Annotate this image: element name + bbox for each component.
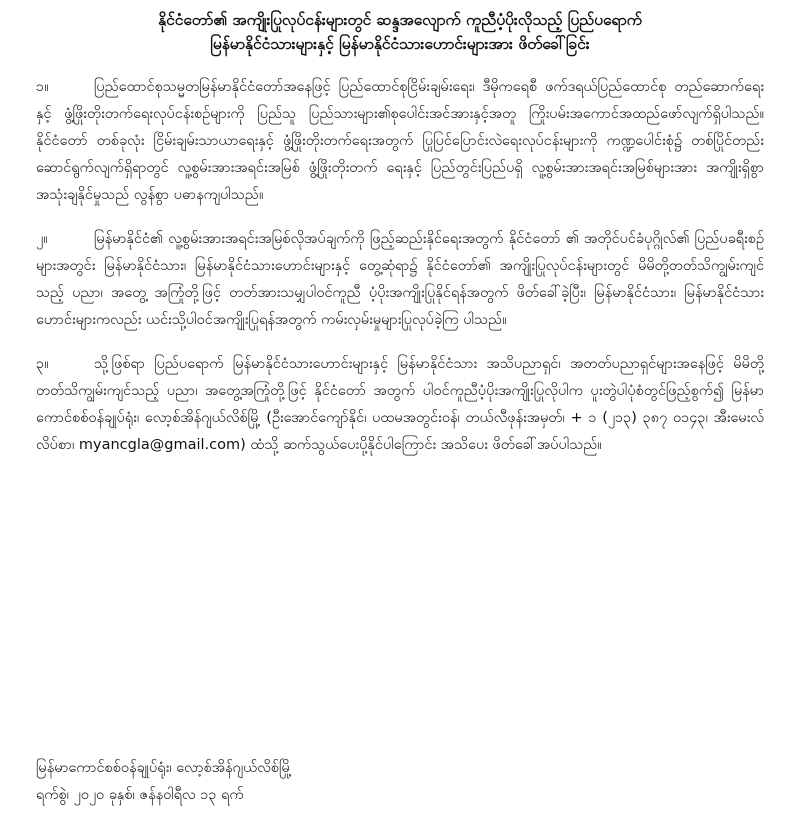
document-title [36,8,764,56]
paragraph-3 [36,351,764,459]
paragraph-2 [36,226,764,334]
issuing-office: မြန်မာကောင်စစ်ဝန်ချုပ်ရုံး၊ လော့စ်အိန်ဂျယ်လိစ်မြို့ [36,760,292,776]
paragraph-number: ၂။ [36,231,48,247]
issue-date: ရက်စွဲ၊ ၂၀၂၀ ခုနှစ်၊ ဇန်နဝါရီလ ၁၃ ရက် [36,787,244,803]
signature-block [36,755,292,809]
title-line-1: နိုင်ငံတော်၏ အကျိုးပြုလုပ်ငန်းများတွင် ဆန္ဒအလျောက် ကူညီပံ့ပိုးလိုသည့် ပြည်ပရောက် [158,11,642,29]
paragraph-text: ပြည်ထောင်စုသမ္မတမြန်မာနိုင်ငံတော်အနေဖြင့် ပြည်ထောင်စုငြိမ်းချမ်းရေး၊ ဒီမိုကရေစီ ဖက်ဒရယ်ပြည်ထောင်စု တည်ဆောက်ရေးနှင့် ဖွံ့ဖြိုးတိုးတက်ရေးလုပ်ငန်းစဉ်များကို ပြည်သူ ပြည်သားများ၏စုပေါင်းအင်အားနှင့်အတူ ကြိုးပမ်းအကောင်အထည်ဖော်လျက်ရှိပါသည်။ နိုင်ငံတော် တစ်ခုလုံး ငြိမ်းချမ်းသာယာရေးနှင့် ဖွံ့ဖြိုးတိုးတက်ရေးအတွက် ပြုပြင်ပြောင်းလဲရေးလုပ်ငန်းများကို ကဏ္ဍပေါင်းစုံ၌ တစ်ပြိုင်တည်း ဆောင်ရွက်လျက်ရှိရာတွင် လူ့စွမ်းအားအရင်းအမြစ် ဖွံ့ဖြိုးတိုးတက် ရေးနှင့် ပြည်တွင်းပြည်ပရှိ လူ့စွမ်းအားအရင်းအမြစ်များအား အကျိုးရှိစွာအသုံးချနိုင်မှုသည် လွန်စွာ ပဓာနကျပါသည်။ [36,79,764,203]
title-line-2: မြန်မာနိုင်ငံသားများနှင့် မြန်မာနိုင်ငံသားဟောင်းများအား ဖိတ်ခေါ်ခြင်း [210,35,590,53]
paragraph-text: သို့ဖြစ်ရာ ပြည်ပရောက် မြန်မာနိုင်ငံသားဟောင်းများနှင့် မြန်မာနိုင်ငံသား အသိပညာရှင်၊ အတတ်ပညာရှင်များအနေဖြင့် မိမိတို့ တတ်သိကျွမ်းကျင်သည့် ပညာ၊ အတွေ့အကြုံတို့ဖြင့် နိုင်ငံတော် အတွက် ပါဝင်ကူညီပံ့ပိုးအကျိုးပြုလိုပါက ပူးတွဲပါပုံစံတွင်ဖြည့်စွက်၍ မြန်မာကောင်စစ်ဝန်ချုပ်ရုံး၊ လော့စ်အိန်ဂျယ်လိစ်မြို့ (ဦးအောင်ကျော်နိုင်၊ ပထမအတွင်းဝန်၊ တယ်လီဖုန်းအမှတ်၊ + ၁ (၂၁၃) ၃၈၇ ၀၁၄၃၊ အီးမေးလ်လိပ်စာ၊ myancgla@gmail.com) ထံသို့ ဆက်သွယ်ပေးပို့နိုင်ပါကြောင်း အသိပေး ဖိတ်ခေါ်အပ်ပါသည်။ [36,356,764,453]
paragraph-text: မြန်မာနိုင်ငံ၏ လူ့စွမ်းအားအရင်းအမြစ်လိုအပ်ချက်ကို ဖြည့်ဆည်းနိုင်ရေးအတွက် နိုင်ငံတော် ၏ အတိုင်ပင်ခံပုဂ္ဂိုလ်၏ ပြည်ပခရီးစဉ်များအတွင်း မြန်မာနိုင်ငံသား၊ မြန်မာနိုင်ငံသားဟောင်းများနှင့် တွေ့ဆုံရာ၌ နိုင်ငံတော်၏ အကျိုးပြုလုပ်ငန်းများတွင် မိမိတို့တတ်သိကျွမ်းကျင်သည့် ပညာ၊ အတွေ့ အကြုံတို့ဖြင့် တတ်အားသမျှပါဝင်ကူညီ ပံ့ပိုးအကျိုးပြုနိုင်ရန်အတွက် ဖိတ်ခေါ်ခဲ့ပြီး၊ မြန်မာနိုင်ငံသား၊ မြန်မာနိုင်ငံသားဟောင်းများကလည်း ယင်းသို့ပါဝင်အကျိုးပြုရန်အတွက် ကမ်းလှမ်းမှုများပြုလုပ်ခဲ့ကြ ပါသည်။ [36,231,764,328]
paragraph-number: ၁။ [36,79,49,95]
paragraph-number: ၃။ [36,356,49,372]
paragraph-1 [36,74,764,209]
